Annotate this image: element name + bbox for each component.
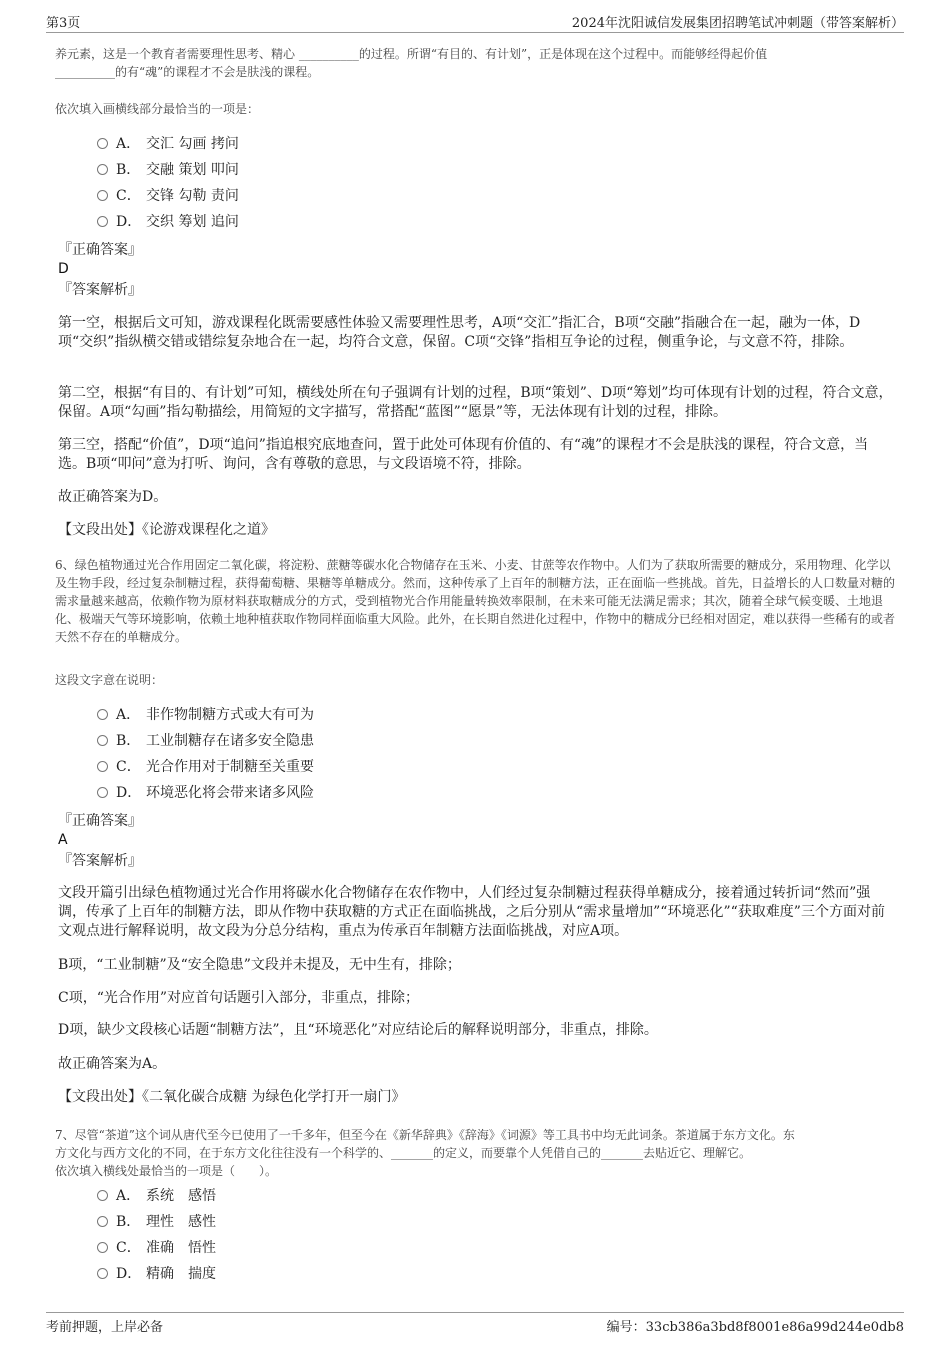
q7-option-c[interactable]: C． 准确 悟性 bbox=[97, 1238, 216, 1258]
q6-option-a[interactable]: A． 非作物制糖方式或大有可为 bbox=[97, 705, 314, 725]
q6-analysis-para-3: C项，“光合作用”对应首句话题引入部分，非重点，排除； bbox=[58, 990, 420, 1006]
q5-analysis-para-2: 第二空，根据“有目的、有计划”可知，横线处所在句子强调有计划的过程，B项“策划”、D项“筹划”均可体现有计划的过程，符合文意，保留。A项“勾画”指勾勒描绘，用简短的文字描写，常搭配“蓝图”“愿景”等，无法体现有计划的过程，排除。 bbox=[58, 385, 893, 420]
q5-stem-line-2: __________的有“魂”的课程才不会是肤浅的课程。 bbox=[55, 65, 320, 79]
q5-option-a[interactable]: A． 交汇 勾画 拷问 bbox=[97, 134, 239, 154]
q6-source: 【文段出处】《二氧化碳合成糖 为绿色化学打开一扇门》 bbox=[58, 1089, 406, 1105]
radio-icon[interactable] bbox=[97, 216, 108, 227]
q7-stem-line-1: 7、尽管“茶道”这个词从唐代至今已使用了一千多年，但至今在《新华辞典》《辞海》《词源》等工具书中均无此词条。茶道属于东方文化。东 bbox=[55, 1128, 795, 1142]
q6-answer: A bbox=[58, 832, 68, 848]
page-footer bbox=[46, 1312, 904, 1338]
q6-analysis-para-2: B项，“工业制糖”及“安全隐患”文段并未提及，无中生有，排除； bbox=[58, 957, 461, 973]
radio-icon[interactable] bbox=[97, 1216, 108, 1227]
radio-icon[interactable] bbox=[97, 138, 108, 149]
q5-analysis-conclusion: 故正确答案为D。 bbox=[58, 489, 168, 505]
q6-option-d[interactable]: D． 环境恶化将会带来诸多风险 bbox=[97, 783, 314, 803]
q6-option-b[interactable]: B． 工业制糖存在诸多安全隐患 bbox=[97, 731, 314, 751]
radio-icon[interactable] bbox=[97, 1268, 108, 1279]
radio-icon[interactable] bbox=[97, 164, 108, 175]
q6-analysis-label: 『答案解析』 bbox=[58, 853, 142, 869]
q7-option-d[interactable]: D． 精确 揣度 bbox=[97, 1264, 216, 1284]
q6-analysis-conclusion: 故正确答案为A。 bbox=[58, 1056, 167, 1072]
q5-analysis-para-3: 第三空，搭配“价值”，D项“追问”指追根究底地查问，置于此处可体现有价值的、有“魂”的课程才不会是肤浅的课程，符合文意，当选。B项“叩问”意为打听、询问，含有尊敬的意思，与文段语境不符，排除。 bbox=[58, 437, 869, 472]
q5-stem bbox=[55, 45, 895, 81]
radio-icon[interactable] bbox=[97, 1190, 108, 1201]
q5-option-d[interactable]: D． 交织 筹划 追问 bbox=[97, 212, 239, 232]
q6-prompt: 这段文字意在说明： bbox=[55, 673, 164, 687]
q6-option-c[interactable]: C． 光合作用对于制糖至关重要 bbox=[97, 757, 314, 777]
q5-option-c[interactable]: C． 交锋 勾勒 责问 bbox=[97, 186, 239, 206]
radio-icon[interactable] bbox=[97, 709, 108, 720]
document-title: 2024年沈阳诚信发展集团招聘笔试冲刺题（带答案解析） bbox=[571, 16, 904, 31]
footer-slogan: 考前押题，上岸必备 bbox=[46, 1320, 164, 1335]
radio-icon[interactable] bbox=[97, 1242, 108, 1253]
radio-icon[interactable] bbox=[97, 735, 108, 746]
q6-stem: 6、绿色植物通过光合作用固定二氧化碳，将淀粉、蔗糖等碳水化合物储存在玉米、小麦、甘蔗等农作物中。人们为了获取所需要的糖成分，采用物理、化学以及生物手段，经过复杂制糖过程，获得葡萄糖、果糖等单糖成分。然而，这种传承了上百年的制糖方法，正在面临一些挑战。首先，日益增长的人口数量对糖的需求量越来越高，依赖作物为原材料获取糖成分的方式，受到植物光合作用能量转换效率限制，在未来可能无法满足需求；其次，随着全球气候变暖、土地退化、极端天气等环境影响，依赖土地种植获取作物同样面临重大风险。此外，在长期自然进化过程中，作物中的糖成分已经相对固定，难以获得一些稀有的或者天然不存在的单糖成分。 bbox=[55, 558, 896, 644]
q5-stem-line-1: 养元素，这是一个教育者需要理性思考、精心 __________的过程。所谓“有目的、有计划”，正是体现在这个过程中。而能够经得起价值 bbox=[55, 47, 768, 61]
q5-prompt: 依次填入画横线部分最恰当的一项是： bbox=[55, 102, 260, 116]
page-header bbox=[46, 12, 904, 33]
q5-answer: D bbox=[58, 261, 69, 277]
radio-icon[interactable] bbox=[97, 190, 108, 201]
q7-prompt: 依次填入横线处最恰当的一项是（ ）。 bbox=[55, 1164, 278, 1178]
q6-analysis-para-1: 文段开篇引出绿色植物通过光合作用将碳水化合物储存在农作物中，人们经过复杂制糖过程获得单糖成分，接着通过转折词“然而”强调，传承了上百年的制糖方法，即从作物中获取糖的方式正在面临挑战，之后分别从“需求量增加”“环境恶化”“获取难度”三个方面对前文观点进行解释说明，故文段为分总分结构，重点为传承百年制糖方法面临挑战，对应A项。 bbox=[58, 885, 885, 939]
q7-stem bbox=[55, 1126, 895, 1180]
radio-icon[interactable] bbox=[97, 761, 108, 772]
q5-analysis-label: 『答案解析』 bbox=[58, 282, 142, 298]
q5-answer-label: 『正确答案』 bbox=[58, 242, 142, 258]
q6-analysis-para-4: D项，缺少文段核心话题“制糖方法”，且“环境恶化”对应结论后的解释说明部分，非重点，排除。 bbox=[58, 1022, 658, 1038]
q5-source: 【文段出处】《论游戏课程化之道》 bbox=[58, 522, 275, 538]
q7-stem-line-2: 方文化与西方文化的不同，在于东方文化往往没有一个科学的、_______的定义，而要靠个人凭借自己的_______去贴近它、理解它。 bbox=[55, 1146, 752, 1160]
q5-option-b[interactable]: B． 交融 策划 叩问 bbox=[97, 160, 239, 180]
q7-option-a[interactable]: A． 系统 感悟 bbox=[97, 1186, 216, 1206]
q7-option-b[interactable]: B． 理性 感性 bbox=[97, 1212, 216, 1232]
radio-icon[interactable] bbox=[97, 787, 108, 798]
q6-answer-label: 『正确答案』 bbox=[58, 813, 142, 829]
footer-serial: 编号：33cb386a3bd8f8001e86a99d244e0db8 bbox=[606, 1320, 904, 1335]
q5-analysis-para-1: 第一空，根据后文可知，游戏课程化既需要感性体验又需要理性思考，A项“交汇”指汇合，B项“交融”指融合在一起，融为一体，D项“交织”指纵横交错或错综复杂地合在一起，均符合文意，保留。C项“交锋”指相互争论的过程，侧重争论，与文意不符，排除。 bbox=[58, 315, 861, 350]
page-number: 第3页 bbox=[46, 16, 81, 31]
